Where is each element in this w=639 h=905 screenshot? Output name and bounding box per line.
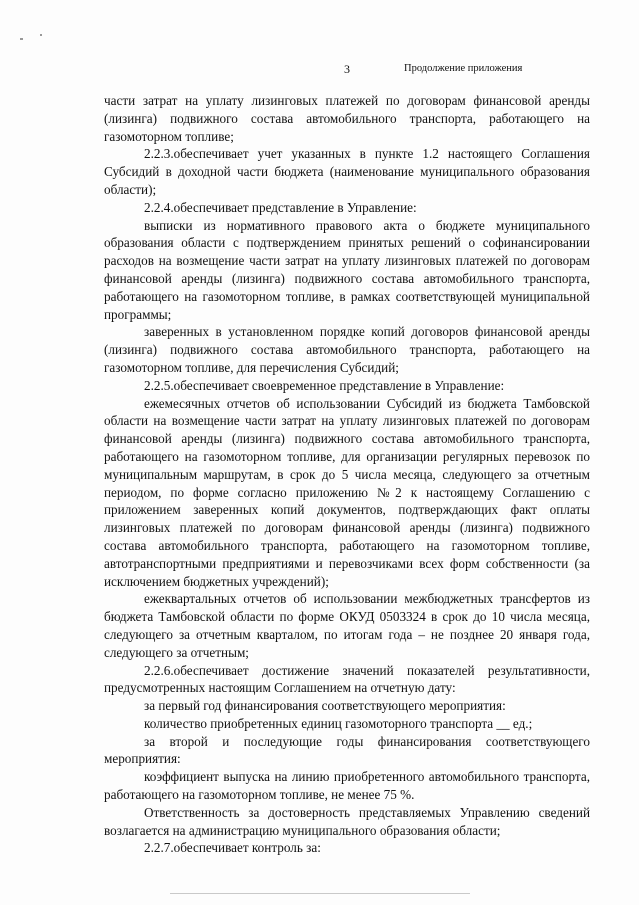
document-body (104, 92, 590, 857)
continuation-note: Продолжение приложения (404, 63, 523, 74)
paragraph: части затрат на уплату лизинговых платежей по договорам финансовой аренды (лизинга) подвижного состава автомобильного транспорта, работающего на газомоторном топливе; (104, 93, 590, 144)
scan-bottom-edge (170, 893, 470, 894)
paragraph: выписки из нормативного правового акта о бюджете муниципального образования области с подтверждением принятых решений о софинансировании расходов на возмещение части затрат на уплату лизинговых платежей по договорам финансовой аренды (лизинга) подвижного состава автомобильного транспорта, работающего на газомоторном топливе, в рамках соответствующей муниципальной программы; (104, 217, 590, 322)
paragraph: коэффициент выпуска на линию приобретенного автомобильного транспорта, работающего на газомоторном топливе, не менее 75 %. (104, 769, 590, 803)
paragraph: за первый год финансирования соответствующего мероприятия: (144, 698, 506, 714)
paragraph: ежеквартальных отчетов об использовании межбюджетных трансфертов из бюджета Тамбовской области по форме ОКУД 0503324 в срок до 10 числа месяца, следующего за отчетным кварталом, по итогам года – не позднее 20 января года, следующего за отчетным; (104, 591, 590, 660)
paragraph: заверенных в установленном порядке копий договоров финансовой аренды (лизинга) подвижного состава автомобильного транспорта, работающего на газомоторном топливе, для перечисления Субсидий; (104, 324, 590, 375)
paragraph: 2.2.7.обеспечивает контроль за: (144, 840, 321, 856)
paragraph: ежемесячных отчетов об использовании Субсидий из бюджета Тамбовской области на возмещение части затрат на уплату лизинговых платежей по договорам финансовой аренды (лизинга) подвижного состава автомобильного транспорта, работающего на газомоторном топливе, для организации регулярных перевозок по муниципальным маршрутам, в срок до 5 числа месяца, следующего за отчетным периодом, по форме согласно приложению №2 к настоящему Соглашению с приложением заверенных копий документов, подтверждающих факт оплаты лизинговых платежей по договорам финансовой аренды (лизинга) подвижного состава автомобильного транспорта, работающего на газомоторном топливе, автотранспортными предприятиями и перевозчиками всех форм собственности (за исключением бюджетных учреждений); (104, 395, 590, 589)
paragraph: 2.2.6.обеспечивает достижение значений показателей результативности, предусмотренных настоящим Соглашением на отчетную дату: (104, 662, 590, 696)
scan-artifact (20, 38, 23, 40)
page-number: 3 (344, 62, 350, 76)
paragraph: количество приобретенных единиц газомоторного транспорта __ ед.; (144, 715, 533, 731)
paragraph: за второй и последующие годы финансирования соответствующего мероприятия: (104, 733, 590, 767)
paragraph: 2.2.4.обеспечивает представление в Управление: (144, 199, 417, 215)
paragraph: 2.2.5.обеспечивает своевременное представление в Управление: (144, 377, 505, 393)
page-header (0, 62, 639, 78)
paragraph: 2.2.3.обеспечивает учет указанных в пункте 1.2 настоящего Соглашения Субсидий в доходной части бюджета (наименование муниципального образования области); (104, 146, 590, 197)
paragraph: Ответственность за достоверность представляемых Управлению сведений возлагается на администрацию муниципального образования области; (104, 804, 590, 838)
scan-artifact (40, 34, 42, 36)
